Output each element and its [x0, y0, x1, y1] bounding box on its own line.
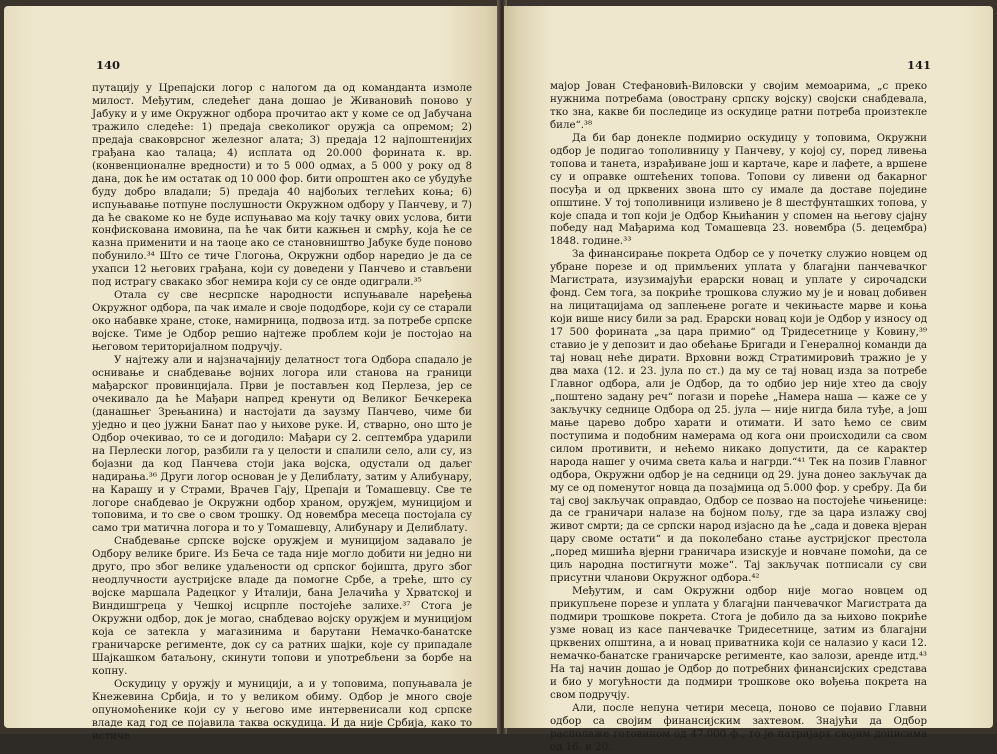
- paragraph: За финансирање покрета Одбор се у почетку служио новцем од убране порезе и од примљених уплата у благајни панчевачког Магистрата, изузимајући ерарски новац и уплате у сирочадски фонд. Сем тога, за покриће трошкова служио му је и новац добивен на лицитацијама од заплењене рогате и чекињасте марве и коња који више нису били за рад. Ерарски новац који је Одбор у износу од 17 500 форината „за цара примио“ од Тридесетнице у Ковину,³⁹ ставио је у депозит и дао обећање Бригади и Генералној команди да тај новац неће дирати. Врховни вожд Стратимировић тражио је у два маха (12. и 23. јула по ст.) да му се тај новац изда за потребе Главног одбора, али је Одбор, да то одбио јер није хтео да своју „поштено задану реч“ погази и пореће „Намера наша — каже се у закључку седнице Одбора од 25. јула — није нигда била туђе, а још мање царево добро харати и отимати. И зато ћемо се свим поступима и подобним намерама од кога они происходили са свом силом противити, и нећемо никако допустити, да се карактер народа нашег у очима света каља и нагрди.“⁴¹ Тек на позив Главног одбора, Окружни одбор је на седници од 29. јуна донео закључак да му се од поменутог новца да позајмица од 5.000 фор. у сребру. Да би тај свој закључак оправдао, Одбор се позвао на постојеће чињенице: да се граничари налазе на бојном пољу, где за цара излажу свој живот смрти; да се српски народ изјасно да ће „сада и довека вјеран цару своме остати“ и да поколебано стање аустријског престола „поред мишића вјерни граничара изискује и новчане помоћи, да се циљ народна постигнути може“. Тај закључак потписали су сви присутни чланови Окружног одбора.⁴²: [550, 248, 927, 585]
- paragraph: Оскудицу у оружју и муницији, а и у топовима, попуњавала је Кнежевина Србија, и то у великом обиму. Одбор је много своје опуномоћенике који су у његово име интервенисали код српске владе кад год се појавила таква оскудица. И да није Србија, како то истиче: [92, 677, 472, 742]
- paragraph: путацију у Црепајски логор с налогом да од команданта измоле милост. Међутим, следећег дана дошао је Живановић поново у Јабуку и у име Окружног одбора прочитао акт у коме се од Јабучана тражило следеће: 1) предаја свеколиког оружја са опремом; 2) предаја сваковрсног железног алата; 3) предаја 12 најпоштенијих грађана као талаца; 4) исплата од 20.000 форината к. вр. (конвенционалне вредности) и то 5 000 одмах, а 5 000 у року од 8 дана, док ће им остатак од 10 000 фор. бити опроштен ако се убудуће буду добро владали; 5) предаја 40 најбољих теглећих коња; 6) испуњавање потпуне послушности Окружном одбору у Панчеву, и 7) да ће свакоме ко не буде испуњавао ма коју тачку ових услова, бити конфискована имовина, па ће чак бити кажњен и смрћу, која ће се казна применити и на таоце ако се становништво Јабуке буде поново побунило.³⁴ Што се тиче Глогоња, Окружни одбор наредио је да се ухапси 12 његових грађана, који су доведени у Панчево и стављени под истрагу свакако због немира који су се онде одиграли.³⁵: [92, 82, 472, 289]
- right-page: [504, 6, 993, 753]
- paragraph: Међутим, и сам Окружни одбор није могао новцем од прикупљене порезе и уплата у благајни панчевачког Магистрата да подмири трошкове покрета. Стога је добило да за њихово покриће узме новац из касе панчевачке Тридесетнице, затим из благајни црквених општина, а и новац приватника који се налазио у каси 12. немачко-банатске граничарске регименте, као залози, аренде итд.⁴³ На тај начин дошао је Одбор до потребних финансијских средстава и био у могућности да подмири трошкове око вођења покрета на свом подручју.: [550, 585, 927, 701]
- paragraph: Да би бар донекле подмирио оскудицу у топовима, Окружни одбор је подигао тополивницу у Панчеву, у којој су, поред ливења топова и танета, израђиване још и картаче, каре и лафете, а вршене су и оправке оштећених топова. Топови су ливени од бакарног посуђа и од црквених звона што су имале да доставе поједине општине. У тој тополивници изливено је 8 шестфунташких топова, у које спада и топ који је Одбор Књићанин у спомен на његову сјајну победу над Мађарима код Томашевца 23. новембра (5. децембра) 1848. године.³³: [550, 131, 927, 248]
- right-page-text: [550, 80, 927, 754]
- paragraph: Снабдевање српске војске оружјем и муницијом задавало је Одбору велике бриге. Из Беча се тада није могло добити ни једно ни друго, про због велике удаљености од српског бојишта, друго због неодлучности аустријске владе да помогне Србе, а треће, што су војске маршала Радецког у Италији, бана Јелачића у Хрватској и Виндишгреца у Чешкој исцрпле постојеће залихе.³⁷ Стога је Окружни одбор, док је могао, снабдевао војску оружјем и муницијом која се затекла у магазинима и барутани Немачко-банатске граничарске регименте, док су са ратних шајки, које су припадале Шајкашком батаљону, скинути топови и употребљени за борбе на копну.: [92, 535, 472, 677]
- paragraph: Али, после непуна четири месеца, поново се појавио Главни одбор са својим финансијским захтевом. Знајући да Одбор располаже готовином од 47.000 ф., то је патријарх својим дописима од 16. и 20.: [550, 701, 927, 753]
- left-page-text: [92, 82, 472, 743]
- paragraph: мајор Јован Стефановић-Виловски у својим мемоарима, „с преко нужнима потребама (овострану српску војску) својски снабдевала, тко зна, какве би последице из оскудице ратни потреба произтекле биле“.³⁸: [550, 80, 927, 131]
- paragraph: У најтежу али и најзначајнију делатност тога Одбора спадало је оснивање и снабдевање војних логора или станова на граници мађарског провинцијала. Први је постављен код Перлеза, јер се очекивало да ће Мађари напред кренути од Великог Бечкерека (данашњег Зрењанина) и настојати да заузму Панчево, чиме би уједно и цео јужни Банат пао у њихове руке. И, стварно, оно што је Одбор очекивао, то се и догодило: Мађари су 2. септембра ударили на Перлески логор, разбили га у целости и спалили село, али су, из бојазни да код Панчева стоји јака војска, одустали од даљег надирања.³⁶ Други логор основан је у Делиблату, затим у Алибунару, на Карашу и у Страми, Врачев Гају, Црепаји и Томашевцу. Све те логоре снабдевао је Окружни одбор храном, оружјем, муницијом и топовима, и то све о свом трошку. Од новембра месеца постојала су само три матична логора и то у Томашевцу, Алибунару и Делиблату.: [92, 354, 472, 535]
- paragraph: Отала су све несрпске народности испуњавале наређења Окружног одбора, па чак имале и своје пододборе, који су се старали око набавке хране, стоке, намирница, подвоза итд. за потребе српске војске. Тиме је Одбор решио најтеже проблем који је постојао на његовом територијалном подручју.: [92, 289, 472, 354]
- page-number-right: 141: [906, 58, 931, 72]
- page-number-left: 140: [96, 58, 121, 72]
- left-page: [4, 6, 500, 742]
